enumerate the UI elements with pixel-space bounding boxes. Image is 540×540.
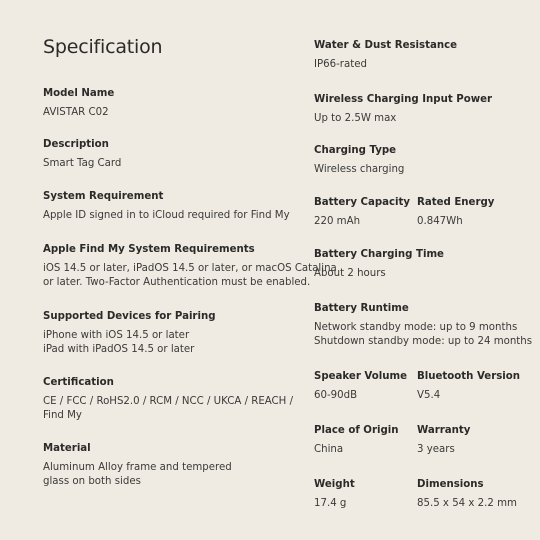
spec-value: AVISTAR C02 [43, 107, 109, 118]
spec-label: Material [43, 443, 91, 454]
spec-value: 220 mAh [314, 216, 361, 227]
spec-value: Up to 2.5W max [314, 113, 397, 124]
spec-value: Network standby mode: up to 9 months Shutdown standby mode: up to 24 months [314, 322, 533, 347]
spec-value: iOS 14.5 or later, iPadOS 14.5 or later, or macOS Catalina or later. Two-Factor Authentication must be enabled. [43, 263, 337, 288]
spec-certification [43, 376, 293, 422]
spec-battery-runtime [314, 302, 532, 348]
spec-label: Dimensions [417, 479, 484, 490]
spec-label: Certification [43, 377, 114, 388]
spec-label: Water & Dust Resistance [314, 40, 458, 51]
spec-value: Apple ID signed in to iCloud required for Find My [43, 210, 290, 221]
spec-value: IP66-rated [314, 59, 367, 70]
spec-value: Aluminum Alloy frame and tempered glass on both sides [43, 462, 232, 487]
spec-label: Speaker Volume [314, 371, 407, 382]
spec-system-requirement [43, 190, 290, 223]
spec-charging-time [314, 248, 444, 281]
spec-value: 3 years [417, 444, 455, 455]
spec-value: Smart Tag Card [43, 158, 122, 169]
spec-model-name [43, 87, 114, 120]
spec-value: 60-90dB [314, 390, 358, 401]
spec-label: Battery Runtime [314, 303, 409, 314]
spec-value: V5.4 [417, 390, 441, 401]
spec-label: Battery Charging Time [314, 249, 444, 260]
spec-label: Battery Capacity [314, 197, 411, 208]
spec-speaker-volume [314, 370, 407, 403]
spec-water-dust [314, 39, 457, 72]
spec-label: Model Name [43, 88, 115, 99]
spec-label: Bluetooth Version [417, 371, 521, 382]
spec-weight [314, 478, 355, 511]
spec-label: Weight [314, 479, 355, 490]
spec-label: Rated Energy [417, 197, 495, 208]
spec-value: iPhone with iOS 14.5 or later iPad with iPadOS 14.5 or later [43, 330, 195, 355]
spec-description [43, 138, 121, 171]
spec-dimensions [417, 478, 517, 511]
spec-value: China [314, 444, 344, 455]
spec-material [43, 442, 232, 488]
page-title: Specification [43, 36, 163, 58]
spec-label: Description [43, 139, 109, 150]
spec-label: Wireless Charging Input Power [314, 94, 493, 105]
spec-value: CE / FCC / RoHS2.0 / RCM / NCC / UKCA / REACH / Find My [43, 396, 294, 421]
spec-label: Supported Devices for Pairing [43, 311, 216, 322]
spec-find-my-requirements [43, 243, 337, 289]
spec-battery-capacity [314, 196, 410, 229]
spec-value: 85.5 x 54 x 2.2 mm [417, 498, 517, 509]
spec-label: Apple Find My System Requirements [43, 244, 255, 255]
spec-rated-energy [417, 196, 494, 229]
spec-warranty [417, 424, 470, 457]
spec-label: Place of Origin [314, 425, 399, 436]
spec-wireless-input [314, 93, 492, 126]
spec-value: 17.4 g [314, 498, 347, 509]
spec-bluetooth-version [417, 370, 520, 403]
spec-supported-devices [43, 310, 216, 356]
spec-charging-type [314, 144, 404, 177]
spec-value: About 2 hours [314, 268, 386, 279]
spec-label: Warranty [417, 425, 471, 436]
spec-value: 0.847Wh [417, 216, 463, 227]
spec-label: System Requirement [43, 191, 164, 202]
spec-value: Wireless charging [314, 164, 405, 175]
spec-label: Charging Type [314, 145, 397, 156]
spec-place-of-origin [314, 424, 399, 457]
